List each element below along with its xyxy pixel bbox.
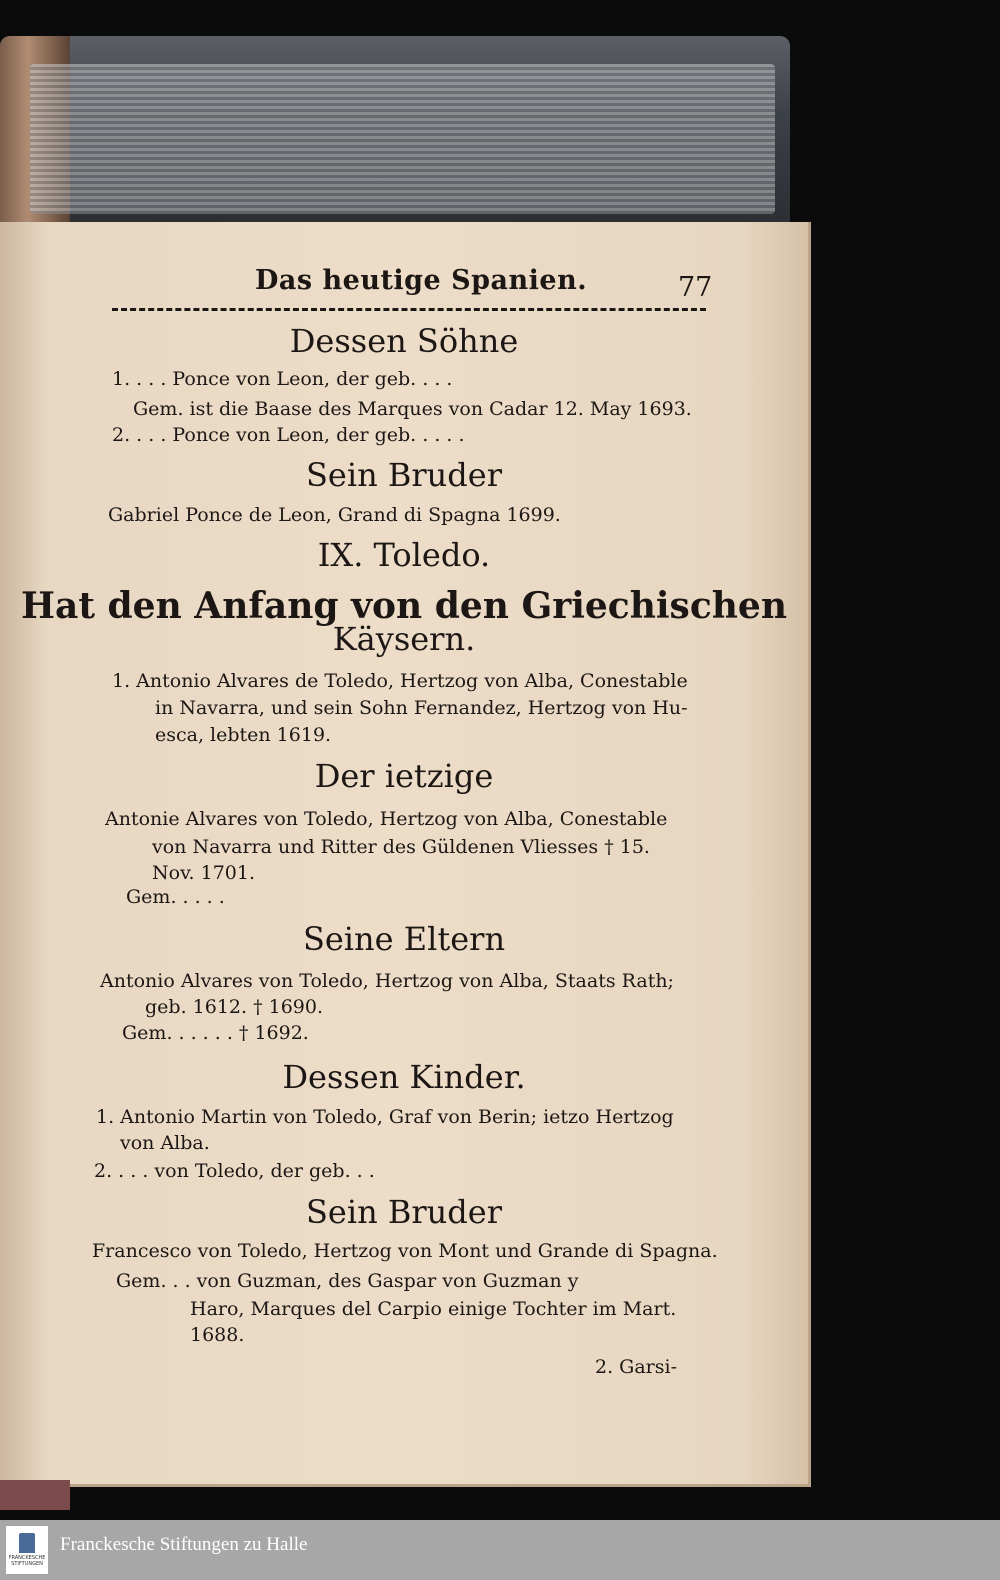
text-line: Gem. ist die Baase des Marques von Cadar 12. May 1693. — [133, 398, 692, 420]
text-line: 1. . . . Ponce von Leon, der geb. . . . — [112, 368, 453, 390]
text-line: 2. Garsi- — [595, 1356, 678, 1378]
text-line: 1. Antonio Martin von Toledo, Graf von Berin; ietzo Hertzog — [96, 1106, 674, 1128]
header-rule — [112, 308, 706, 311]
text-line: Antonio Alvares von Toledo, Hertzog von Alba, Staats Rath; — [100, 970, 674, 992]
section-heading: Sein Bruder — [305, 456, 502, 494]
page-stack — [30, 64, 775, 214]
text-line: Nov. 1701. — [152, 862, 256, 884]
text-line: von Alba. — [120, 1132, 210, 1154]
logo-text: FRANCKESCHE STIFTUNGEN — [8, 1555, 46, 1567]
text-line: Gem. . . von Guzman, des Gaspar von Guzman y — [116, 1270, 579, 1292]
text-line: 2. . . . von Toledo, der geb. . . — [94, 1160, 375, 1182]
section-heading: Dessen Söhne — [289, 322, 519, 360]
section-heading: Sein Bruder — [305, 1193, 502, 1231]
text-line: Haro, Marques del Carpio einige Tochter im Mart. — [190, 1298, 677, 1320]
building-icon — [19, 1533, 35, 1553]
book-top-edge — [0, 36, 790, 226]
section-heading: Dessen Kinder. — [282, 1058, 526, 1096]
book-cover-corner — [0, 1480, 70, 1510]
running-header: Das heutige Spanien. — [255, 265, 588, 296]
text-line: 2. . . . Ponce von Leon, der geb. . . . . — [112, 424, 465, 446]
section-heading: Hat den Anfang von den Griechischen — [20, 585, 787, 627]
section-heading: IX. Toledo. — [317, 536, 491, 574]
text-line: Gabriel Ponce de Leon, Grand di Spagna 1699. — [108, 504, 561, 526]
text-line: geb. 1612. † 1690. — [145, 996, 324, 1018]
text-line: in Navarra, und sein Sohn Fernandez, Hertzog von Hu- — [155, 697, 688, 719]
institution-logo — [6, 1526, 48, 1574]
page-number: 77 — [678, 272, 713, 303]
section-heading: Der ietzige — [314, 757, 494, 795]
section-heading: Seine Eltern — [302, 920, 506, 958]
text-line: Gem. . . . . . † 1692. — [122, 1022, 309, 1044]
section-heading: Käysern. — [332, 620, 476, 658]
text-line: 1. Antonio Alvares de Toledo, Hertzog von Alba, Conestable — [112, 670, 688, 692]
text-line: 1688. — [190, 1324, 245, 1346]
footer-bar — [0, 1520, 1000, 1580]
text-line: Gem. . . . . — [126, 886, 225, 908]
text-line: esca, lebten 1619. — [155, 724, 332, 746]
text-line: Francesco von Toledo, Hertzog von Mont und Grande di Spagna. — [92, 1240, 718, 1262]
text-line: von Navarra und Ritter des Güldenen Vliesses † 15. — [152, 836, 650, 858]
text-line: Antonie Alvares von Toledo, Hertzog von Alba, Conestable — [105, 808, 668, 830]
footer-label: Franckesche Stiftungen zu Halle — [60, 1534, 308, 1555]
